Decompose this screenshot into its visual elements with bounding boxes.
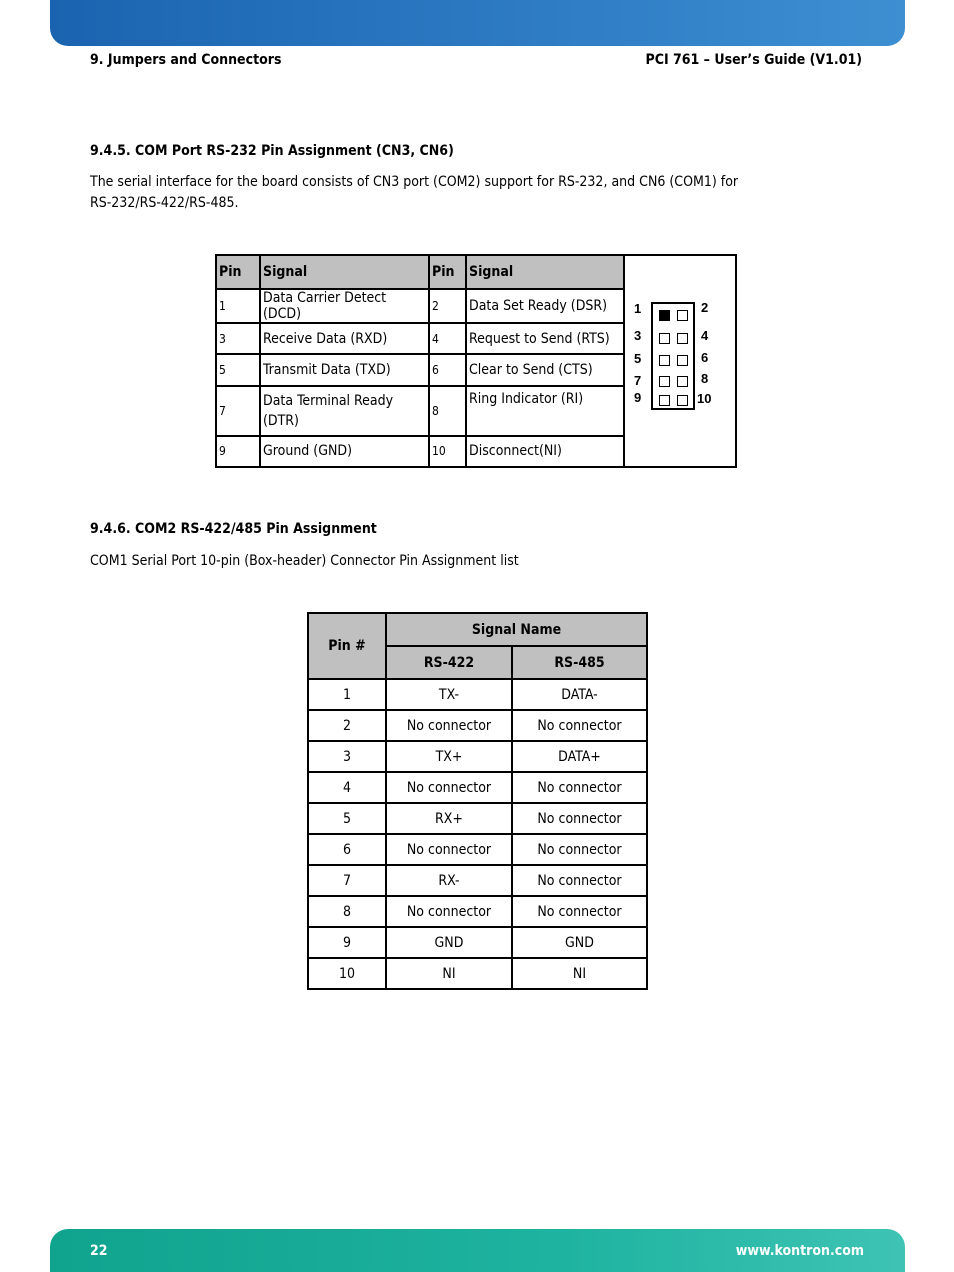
- col-header-rs485: RS-485: [512, 646, 647, 679]
- pin-cell: 4: [308, 772, 386, 803]
- pin-cell: 2: [308, 710, 386, 741]
- header-banner: [50, 0, 905, 46]
- pin-cell: 4: [429, 323, 466, 354]
- section-intro-rs232: [90, 172, 750, 214]
- footer-website-link[interactable]: www.kontron.com: [735, 1243, 864, 1259]
- pin-cell: 10: [308, 958, 386, 989]
- rs422-cell: No connector: [386, 772, 512, 803]
- table-row: [308, 834, 647, 865]
- pin-cell: 10: [429, 436, 466, 467]
- rs485-cell: No connector: [512, 834, 647, 865]
- pin-label: 8: [701, 371, 709, 386]
- rs485-cell: No connector: [512, 865, 647, 896]
- signal-cell: Data Terminal Ready (DTR): [260, 386, 429, 436]
- rs422-cell: GND: [386, 927, 512, 958]
- signal-cell: Transmit Data (TXD): [260, 354, 429, 385]
- pin-4-marker: [677, 333, 688, 344]
- col-header-pin: Pin: [429, 255, 466, 289]
- pin-cell: 5: [308, 803, 386, 834]
- pin-cell: 7: [216, 386, 260, 436]
- pin-cell: 3: [216, 323, 260, 354]
- rs232-pin-table: [215, 254, 737, 468]
- connector-diagram: [625, 256, 735, 466]
- signal-cell: Disconnect(NI): [466, 436, 624, 467]
- pin-6-marker: [677, 355, 688, 366]
- table-row: [308, 927, 647, 958]
- pin-1-marker: [659, 310, 670, 321]
- pin-cell: 1: [308, 679, 386, 710]
- rs422-cell: No connector: [386, 710, 512, 741]
- signal-cell: Ground (GND): [260, 436, 429, 467]
- rs422-cell: NI: [386, 958, 512, 989]
- rs485-cell: No connector: [512, 710, 647, 741]
- rs422-cell: RX-: [386, 865, 512, 896]
- pin-cell: 9: [216, 436, 260, 467]
- header-section: 9. Jumpers and Connectors: [90, 52, 282, 68]
- signal-cell: Data Set Ready (DSR): [466, 289, 624, 323]
- pin-cell: 8: [429, 386, 466, 436]
- pin-3-marker: [659, 333, 670, 344]
- intro-line-2: RS-232/RS-422/RS-485.: [90, 195, 239, 211]
- pin-cell: 3: [308, 741, 386, 772]
- signal-cell: Clear to Send (CTS): [466, 354, 624, 385]
- signal-cell: Ring Indicator (RI): [466, 386, 624, 436]
- box-header-outline: [651, 302, 695, 410]
- col-header-signal: Signal: [466, 255, 624, 289]
- rs422-cell: TX+: [386, 741, 512, 772]
- pin-cell: 1: [216, 289, 260, 323]
- pin-cell: 5: [216, 354, 260, 385]
- pin-cell: 9: [308, 927, 386, 958]
- rs422-cell: No connector: [386, 896, 512, 927]
- pin-9-marker: [659, 395, 670, 406]
- rs422-cell: No connector: [386, 834, 512, 865]
- pin-cell: 2: [429, 289, 466, 323]
- col-header-pin: Pin #: [308, 613, 386, 679]
- table-row: [308, 865, 647, 896]
- pin-5-marker: [659, 355, 670, 366]
- section-intro-rs422: COM1 Serial Port 10-pin (Box-header) Connector Pin Assignment list: [90, 553, 519, 569]
- pin-label: 3: [634, 328, 642, 343]
- page-number: 22: [90, 1243, 108, 1259]
- table-row: [308, 710, 647, 741]
- pin-2-marker: [677, 310, 688, 321]
- pin-label: 1: [634, 301, 642, 316]
- pin-label: 4: [701, 328, 709, 343]
- pin-label: 9: [634, 390, 642, 405]
- pin-label: 6: [701, 350, 709, 365]
- connector-diagram-cell: [624, 255, 736, 467]
- rs485-cell: NI: [512, 958, 647, 989]
- rs422-cell: TX-: [386, 679, 512, 710]
- pin-cell: 8: [308, 896, 386, 927]
- section-title-rs422: 9.4.6. COM2 RS-422/485 Pin Assignment: [90, 521, 377, 537]
- rs485-cell: No connector: [512, 772, 647, 803]
- table-row: [308, 896, 647, 927]
- col-header-pin: Pin: [216, 255, 260, 289]
- pin-label: 2: [701, 300, 709, 315]
- rs485-cell: No connector: [512, 896, 647, 927]
- pin-label: 5: [634, 351, 642, 366]
- col-header-signal-name: Signal Name: [386, 613, 647, 646]
- rs422-cell: RX+: [386, 803, 512, 834]
- signal-cell: Data Carrier Detect (DCD): [260, 289, 429, 323]
- pin-8-marker: [677, 376, 688, 387]
- signal-cell: Receive Data (RXD): [260, 323, 429, 354]
- header-doc-title: PCI 761 – User’s Guide (V1.01): [645, 52, 862, 68]
- table-row: [308, 741, 647, 772]
- col-header-signal: Signal: [260, 255, 429, 289]
- pin-cell: 6: [429, 354, 466, 385]
- col-header-rs422: RS-422: [386, 646, 512, 679]
- pin-label: 7: [634, 373, 642, 388]
- table-row: [308, 772, 647, 803]
- intro-line-1: The serial interface for the board consists of CN3 port (COM2) support for RS-232, and CN6 (COM1) for: [90, 174, 739, 190]
- table-row: [308, 958, 647, 989]
- signal-cell: Request to Send (RTS): [466, 323, 624, 354]
- pin-cell: 6: [308, 834, 386, 865]
- rs485-cell: DATA+: [512, 741, 647, 772]
- table-row: [308, 679, 647, 710]
- pin-10-marker: [677, 395, 688, 406]
- pin-7-marker: [659, 376, 670, 387]
- rs422-485-pin-table: [307, 612, 648, 990]
- pin-label: 10: [697, 391, 712, 406]
- table-row: [308, 803, 647, 834]
- section-title-rs232: 9.4.5. COM Port RS-232 Pin Assignment (CN3, CN6): [90, 143, 454, 159]
- rs485-cell: No connector: [512, 803, 647, 834]
- rs485-cell: DATA-: [512, 679, 647, 710]
- rs485-cell: GND: [512, 927, 647, 958]
- pin-cell: 7: [308, 865, 386, 896]
